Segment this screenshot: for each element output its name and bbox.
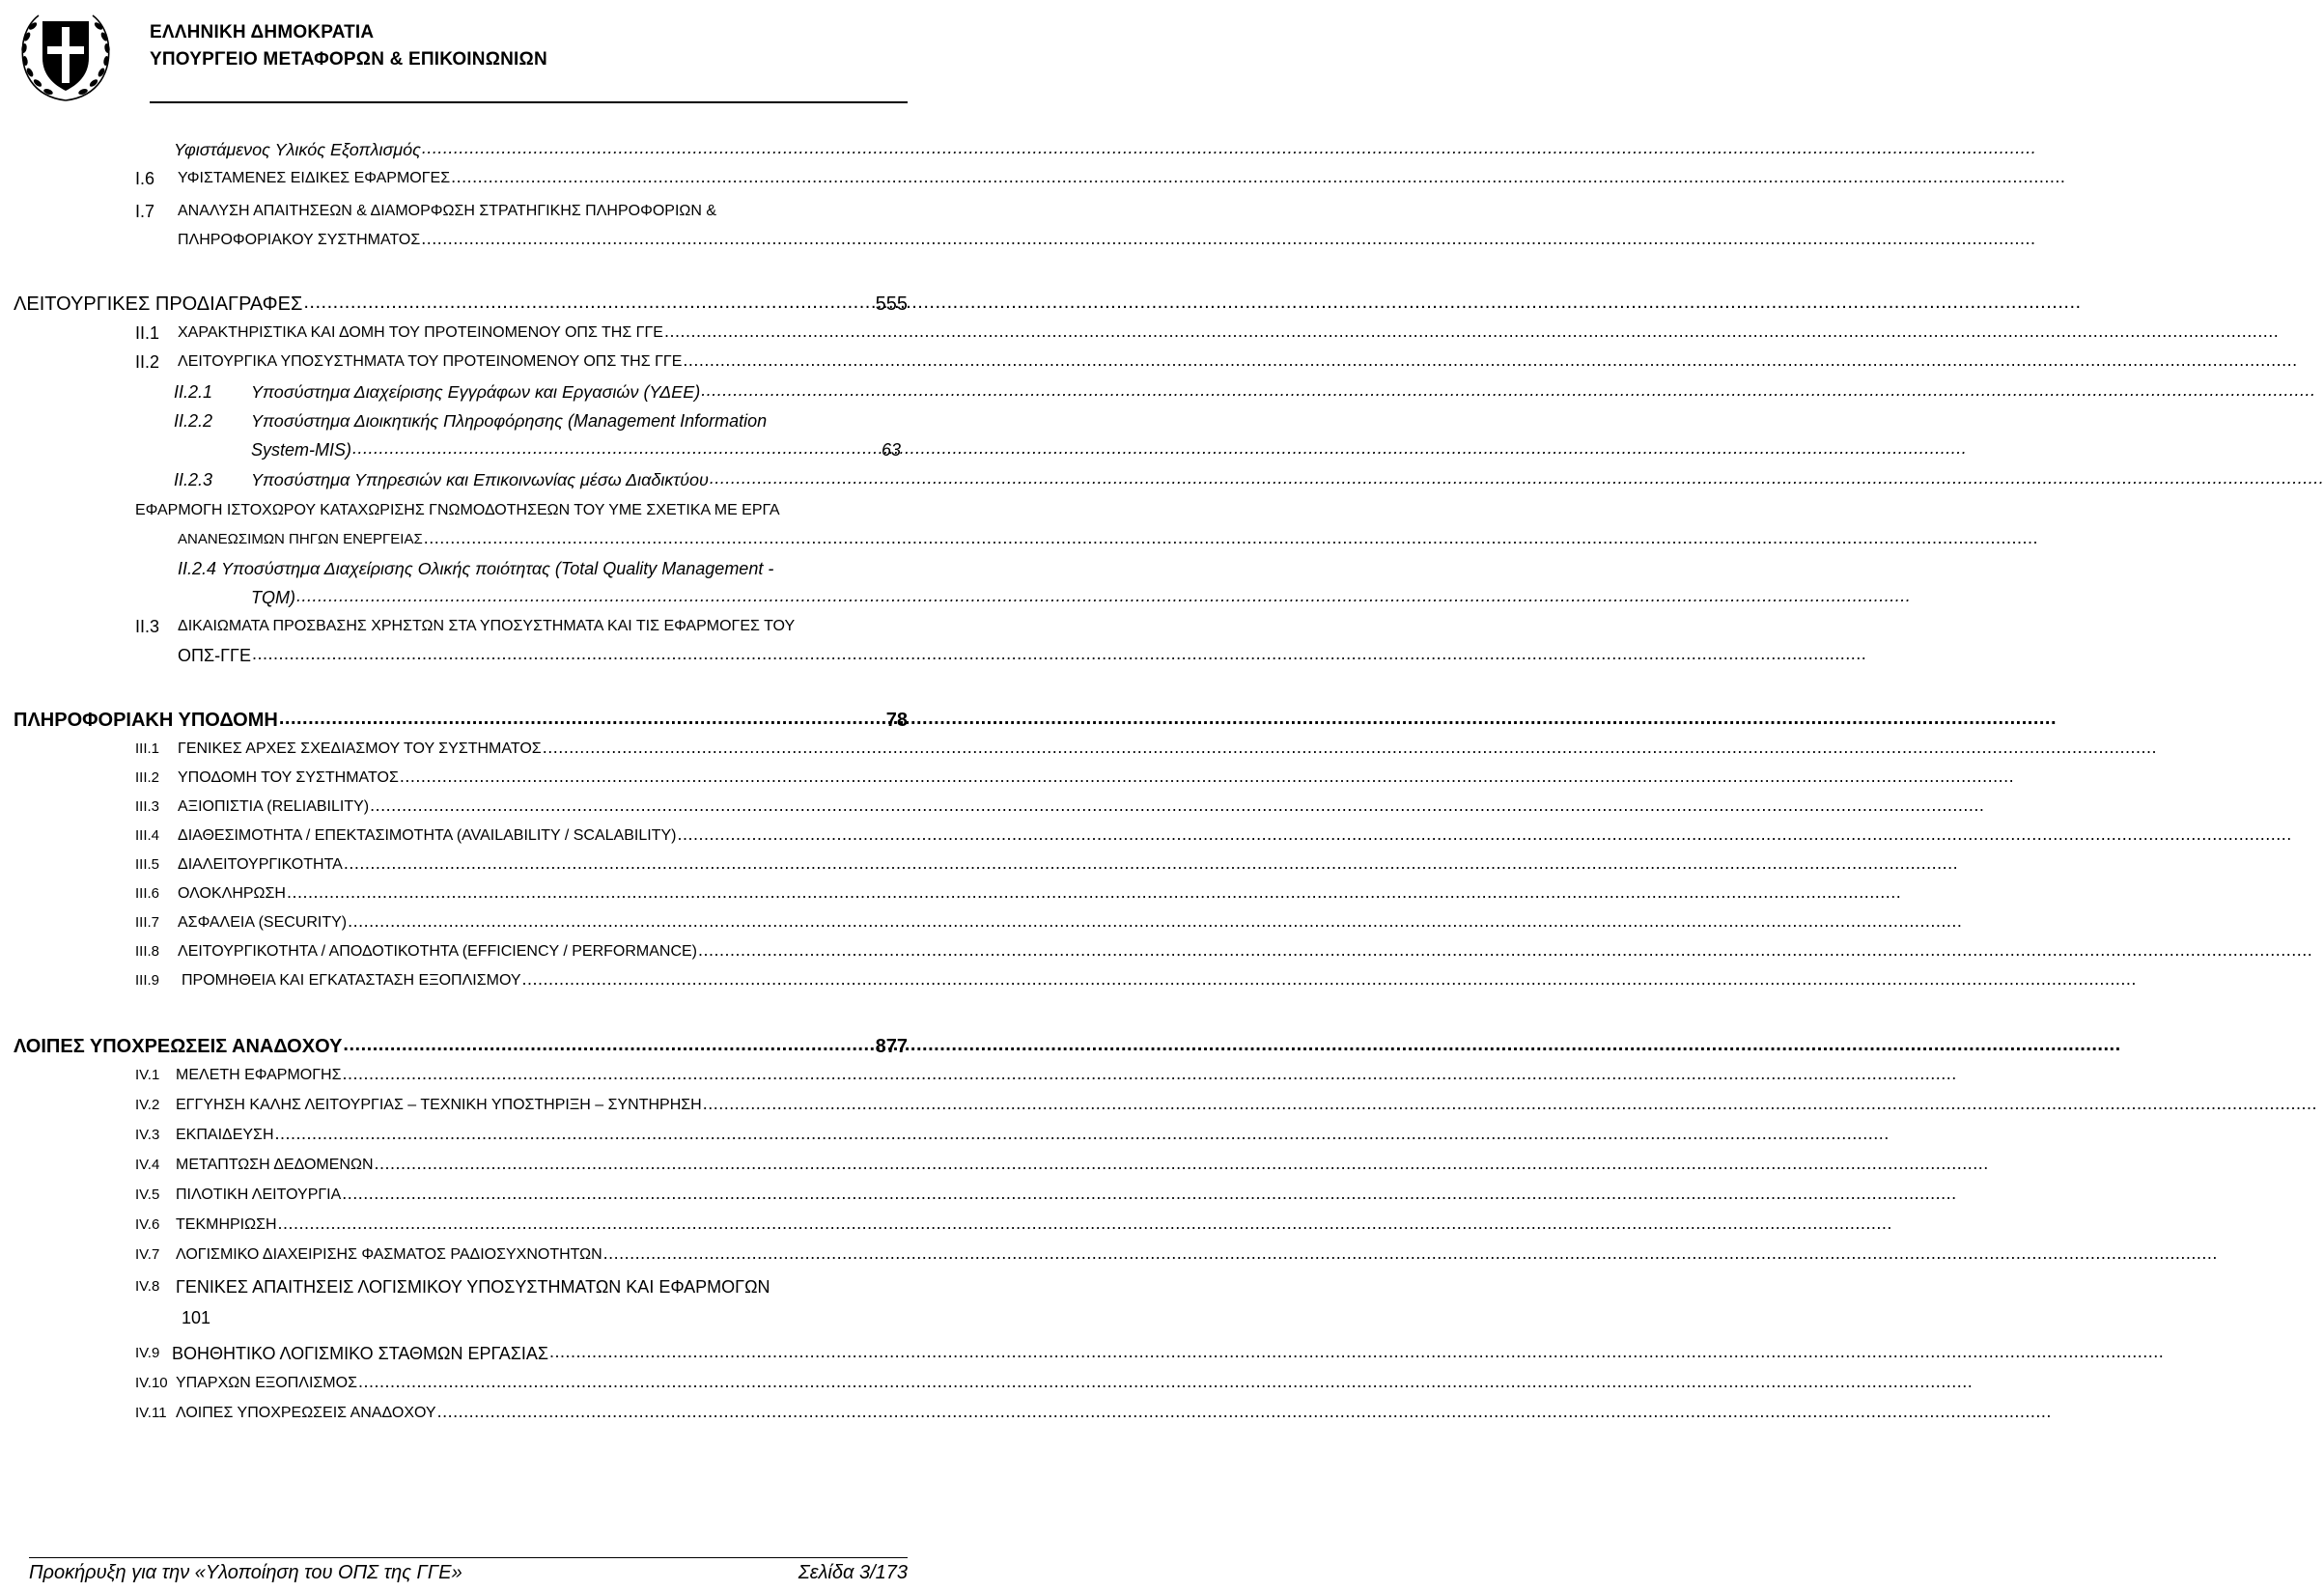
toc-entry-number: I.6 [135, 169, 155, 188]
toc-entry-title: ΛΟΓΙΣΜΙΚΟ ΔΙΑΧΕΙΡΙΣΗΣ ΦΑΣΜΑΤΟΣ ΡΑΔΙΟΣΥΧΝΟΤΗΤΩΝ [176, 1246, 602, 1263]
toc-entry-number: IV.2 [135, 1097, 160, 1113]
toc-chapter-title: ΠΛΗΡΟΦΟΡΙΑΚΗ ΥΠΟΔΟΜΗ [14, 710, 278, 731]
toc-entry-number: IV.5 [135, 1186, 160, 1203]
toc-entry[interactable] [178, 521, 901, 550]
toc-chapter-title: ΛΟΙΠΕΣ ΥΠΟΧΡΕΩΣΕΙΣ ΑΝΑΔΟΧΟΥ [14, 1036, 343, 1057]
ministry-name: ΥΠΟΥΡΓΕΙΟ ΜΕΤΑΦΟΡΩΝ & ΕΠΙΚΟΙΝΩΝΙΩΝ [150, 49, 547, 70]
toc-entry[interactable] [182, 1299, 901, 1328]
toc-entry-number: IV.3 [135, 1127, 160, 1143]
toc-entry-title: Υφιστάμενος Υλικός Εξοπλισμός [174, 140, 421, 159]
toc-entry[interactable] [135, 934, 901, 963]
toc-entry-title: ΑΝΑΛΥΣΗ ΑΠΑΙΤΗΣΕΩΝ & ΔΙΑΜΟΡΦΩΣΗ ΣΤΡΑΤΗΓΙΚΗΣ ΠΛΗΡΟΦΟΡΙΩΝ & [178, 203, 717, 219]
toc-chapter[interactable] [14, 702, 908, 731]
toc-entry[interactable] [251, 432, 901, 461]
footer-title: Προκήρυξη για την «Υλοποίηση του ΟΠΣ της ΓΓΕ» [29, 1562, 462, 1583]
toc-entry-title: TQM) [251, 588, 295, 607]
toc-entry-title: ΔΙΑΛΕΙΤΟΥΡΓΙΚΟΤΗΤΑ [178, 856, 343, 873]
toc-entry-number: III.6 [135, 885, 160, 902]
toc-entry-title: ΜΕΤΑΠΤΩΣΗ ΔΕΔΟΜΕΝΩΝ [176, 1157, 374, 1173]
toc-entry-title: ΑΣΦΑΛΕΙΑ (SECURITY) [178, 914, 348, 931]
toc-entry-number: IV.8 [135, 1278, 160, 1295]
country-name: ΕΛΛΗΝΙΚΗ ΔΗΜΟΚΡΑΤΙΑ [150, 22, 375, 42]
toc-entry[interactable] [178, 637, 901, 666]
toc-entry-title: ΟΠΣ-ΓΓΕ [178, 646, 251, 665]
toc-entry-number: IV.1 [135, 1067, 160, 1083]
greek-coat-of-arms-icon [14, 8, 118, 104]
toc-entry[interactable] [135, 1057, 901, 1086]
toc-entry[interactable] [135, 1237, 901, 1266]
toc-entry[interactable] [135, 963, 901, 991]
toc-entry-title: ΓΕΝΙΚΕΣ ΑΠΑΙΤΗΣΕΙΣ ΛΟΓΙΣΜΙΚΟΥ ΥΠΟΣΥΣΤΗΜΑΤΩΝ ΚΑΙ ΕΦΑΡΜΟΓΩΝ [176, 1277, 770, 1297]
toc-entry-title: ΥΠΑΡΧΩΝ ΕΞΟΠΛΙΣΜΟΣ [176, 1375, 357, 1391]
toc-entry-title: System-MIS) [251, 440, 352, 460]
toc-entry-title: ΥΠΟΔΟΜΗ ΤΟΥ ΣΥΣΤΗΜΑΤΟΣ [178, 769, 399, 786]
toc-entry-number: IV.10 [135, 1375, 168, 1391]
toc-entry-title: ΛΕΙΤΟΥΡΓΙΚΟΤΗΤΑ / ΑΠΟΔΟΤΙΚΟΤΗΤΑ (EFFICIENCY / PERFORMANCE) [178, 943, 697, 960]
toc-entry-number: III.7 [135, 914, 160, 931]
toc-entry[interactable] [135, 1177, 901, 1206]
toc-entry-number: III.2 [135, 769, 160, 786]
toc-entry[interactable] [135, 608, 901, 637]
toc-entry[interactable] [178, 550, 901, 579]
toc-entry[interactable] [135, 1269, 901, 1298]
toc-entry[interactable] [174, 403, 901, 432]
toc-entry-number: III.8 [135, 943, 160, 960]
toc-entry[interactable] [251, 579, 901, 608]
toc-entry-number: IV.9 [135, 1345, 160, 1361]
toc-entry-title: ΕΚΠΑΙΔΕΥΣΗ [176, 1127, 274, 1143]
toc-entry-title: ΤΕΚΜΗΡΙΩΣΗ [176, 1216, 277, 1233]
toc-entry[interactable] [135, 876, 901, 905]
toc-entry[interactable] [135, 1365, 901, 1394]
toc-entry[interactable] [135, 789, 901, 818]
toc-entry-title: ΓΕΝΙΚΕΣ ΑΡΧΕΣ ΣΧΕΔΙΑΣΜΟΥ ΤΟΥ ΣΥΣΤΗΜΑΤΟΣ [178, 740, 542, 757]
toc-entry-number: II.2.1 [174, 382, 213, 402]
toc-entry[interactable] [135, 1207, 901, 1236]
page-footer [29, 1562, 908, 1584]
toc-entry[interactable] [135, 905, 901, 934]
toc-entry-number: IV.6 [135, 1216, 160, 1233]
toc-entry[interactable] [135, 847, 901, 876]
toc-entry-number: IV.7 [135, 1246, 160, 1263]
toc-entry-number: II.1 [135, 323, 160, 343]
toc-entry[interactable] [174, 374, 901, 403]
toc-chapter-page: 877 [875, 1036, 908, 1057]
footer-divider [29, 1557, 908, 1558]
toc-entry-number: III.5 [135, 856, 160, 873]
toc-entry-title: Υποσύστημα Διοικητικής Πληροφόρησης (Management Information [251, 411, 768, 431]
toc-entry-title: ΑΞΙΟΠΙΣΤΙΑ (RELIABILITY) [178, 798, 370, 815]
toc-chapter[interactable] [14, 1028, 908, 1057]
toc-entry-title: ΔΙΑΘΕΣΙΜΟΤΗΤΑ / ΕΠΕΚΤΑΣΙΜΟΤΗΤΑ (AVAILABILITY / SCALABILITY) [178, 827, 677, 844]
toc-entry[interactable] [174, 461, 901, 490]
toc-entry-number: II.2 [135, 352, 160, 372]
toc-chapter-page: 78 [885, 710, 908, 731]
toc-entry-title: ΠΛΗΡΟΦΟΡΙΑΚΟΥ ΣΥΣΤΗΜΑΤΟΣ [178, 232, 421, 248]
toc-entry[interactable] [135, 760, 901, 789]
toc-entry[interactable] [135, 1335, 901, 1364]
toc-entry-title: ΔΙΚΑΙΩΜΑΤΑ ΠΡΟΣΒΑΣΗΣ ΧΡΗΣΤΩΝ ΣΤΑ ΥΠΟΣΥΣΤΗΜΑΤΑ ΚΑΙ ΤΙΣ ΕΦΑΡΜΟΓΕΣ ΤΟΥ [178, 618, 796, 634]
toc-entry-number: I.7 [135, 202, 155, 221]
toc-entry[interactable] [135, 1147, 901, 1176]
toc-entry-number: IV.4 [135, 1157, 160, 1173]
toc-chapter-title: ΛΕΙΤΟΥΡΓΙΚΕΣ ΠΡΟΔΙΑΓΡΑΦΕΣ [14, 293, 303, 315]
toc-entry-title: ΧΑΡΑΚΤΗΡΙΣΤΙΚΑ ΚΑΙ ΔΟΜΗ ΤΟΥ ΠΡΟΤΕΙΝΟΜΕΝΟΥ ΟΠΣ ΤΗΣ ΓΓΕ [178, 324, 663, 341]
toc-entry-number: IV.11 [135, 1405, 167, 1421]
toc-entry-title: ΕΦΑΡΜΟΓΗ ΙΣΤΟΧΩΡΟΥ ΚΑΤΑΧΩΡΙΣΗΣ ΓΝΩΜΟΔΟΤΗΣΕΩΝ ΤΟΥ ΥΜΕ ΣΧΕΤΙΚΑ ΜΕ ΕΡΓΑ [135, 502, 780, 518]
toc-entry[interactable] [135, 1395, 901, 1424]
toc-entry-title: ΑΝΑΝΕΩΣΙΜΩΝ ΠΗΓΩΝ ΕΝΕΡΓΕΙΑΣ [178, 531, 423, 547]
toc-entry-title: ΥΦΙΣΤΑΜΕΝΕΣ ΕΙΔΙΚΕΣ ΕΦΑΡΜΟΓΕΣ [178, 170, 451, 186]
page-number: Σελίδα 3/173 [798, 1562, 908, 1583]
toc-entry[interactable] [135, 1117, 901, 1146]
toc-chapter-page: 555 [875, 293, 908, 315]
toc-entry-number: III.9 [135, 972, 160, 989]
toc-entry-title: II.2.4 Υποσύστημα Διαχείρισης Ολικής ποιότητας (Total Quality Management - [178, 559, 774, 578]
toc-entry[interactable] [135, 492, 901, 521]
toc-entry-number: II.3 [135, 617, 160, 636]
toc-entry[interactable] [174, 131, 901, 160]
toc-entry-number: II.2.2 [174, 411, 213, 431]
header-divider [150, 101, 908, 103]
toc-entry[interactable] [135, 731, 901, 760]
toc-entry-title: ΒΟΗΘΗΤΙΚΟ ΛΟΓΙΣΜΙΚΟ ΣΤΑΘΜΩΝ ΕΡΓΑΣΙΑΣ [172, 1344, 549, 1363]
toc-entry-number: III.1 [135, 740, 160, 757]
toc-entry-title: ΕΓΓΥΗΣΗ ΚΑΛΗΣ ΛΕΙΤΟΥΡΓΙΑΣ – ΤΕΧΝΙΚΗ ΥΠΟΣΤΗΡΙΞΗ – ΣΥΝΤΗΡΗΣΗ [176, 1097, 702, 1113]
toc-entry-title: ΠΙΛΟΤΙΚΗ ΛΕΙΤΟΥΡΓΙΑ [176, 1186, 342, 1203]
toc-entry-title: Υποσύστημα Διαχείρισης Εγγράφων και Εργασιών (ΥΔΕΕ) [251, 382, 701, 402]
toc-entry-number: II.2.3 [174, 470, 213, 489]
toc-entry-page-continued: 101 [182, 1308, 211, 1327]
toc-chapter[interactable] [14, 286, 908, 315]
toc-entry[interactable] [135, 818, 901, 847]
toc-entry-title: Υποσύστημα Υπηρεσιών και Επικοινωνίας μέσω Διαδικτύου [251, 470, 709, 489]
toc-entry-title: ΟΛΟΚΛΗΡΩΣΗ [178, 885, 286, 902]
toc-entry[interactable] [135, 1087, 901, 1116]
toc-entry[interactable] [135, 315, 901, 344]
toc-entry-title: ΜΕΛΕΤΗ ΕΦΑΡΜΟΓΗΣ [176, 1067, 342, 1083]
document-page [0, 0, 927, 1591]
toc-entry-number: III.3 [135, 798, 160, 815]
page-header [0, 0, 927, 116]
toc-entry-number: III.4 [135, 827, 160, 844]
toc-entry[interactable] [135, 160, 901, 189]
toc-entry-page: 63 [881, 440, 901, 460]
toc-entry-title: ΠΡΟΜΗΘΕΙΑ ΚΑΙ ΕΓΚΑΤΑΣΤΑΣΗ ΕΞΟΠΛΙΣΜΟΥ [182, 972, 521, 989]
toc-entry-title: ΛΕΙΤΟΥΡΓΙΚΑ ΥΠΟΣΥΣΤΗΜΑΤΑ ΤΟΥ ΠΡΟΤΕΙΝΟΜΕΝΟΥ ΟΠΣ ΤΗΣ ΓΓΕ [178, 353, 683, 370]
toc-entry[interactable] [135, 193, 901, 222]
toc-entry[interactable] [178, 222, 901, 251]
toc-entry-title: ΛΟΙΠΕΣ ΥΠΟΧΡΕΩΣΕΙΣ ΑΝΑΔΟΧΟΥ [176, 1405, 436, 1421]
toc-entry[interactable] [135, 344, 901, 373]
